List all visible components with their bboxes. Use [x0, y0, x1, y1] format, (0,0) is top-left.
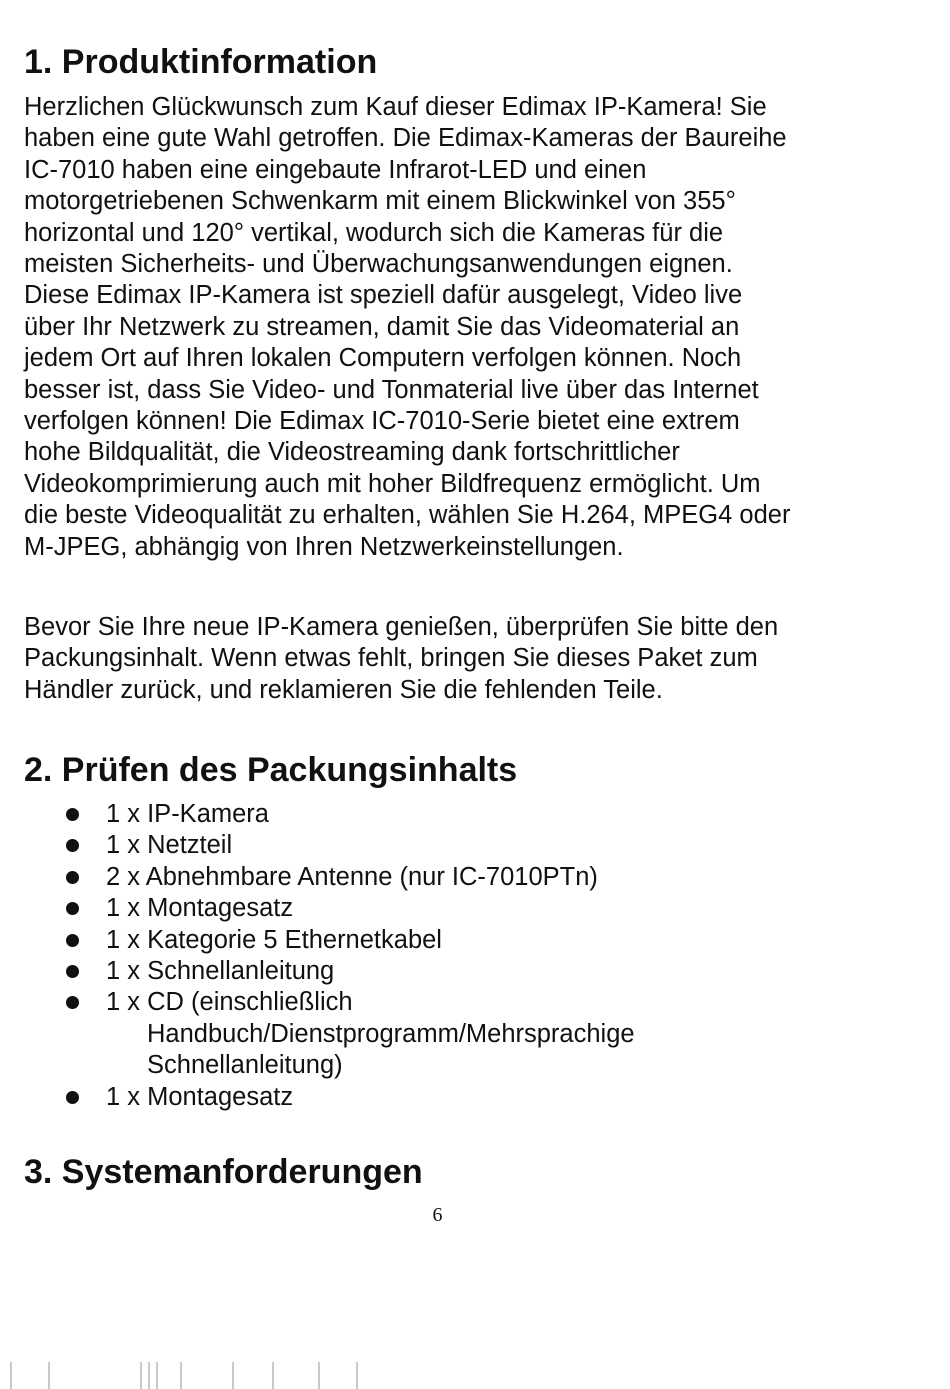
bullet-icon	[66, 902, 79, 915]
bullet-icon	[66, 808, 79, 821]
paragraph-line: Bevor Sie Ihre neue IP-Kamera genießen, überprüfen Sie bitte den	[24, 613, 779, 641]
paragraph-line: meisten Sicherheits- und Überwachungsanwendungen eignen.	[24, 250, 733, 279]
bullet-icon	[66, 996, 79, 1009]
section-3-heading: 3. Systemanforderungen	[24, 1153, 423, 1191]
paragraph-line: horizontal und 120° vertikal, wodurch sich die Kameras für die	[24, 218, 724, 247]
bullet-icon	[66, 965, 79, 978]
list-item-text: 1 x Montagesatz	[106, 894, 294, 923]
list-item	[0, 956, 950, 987]
paragraph-line: Händler zurück, und reklamieren Sie die fehlenden Teile.	[24, 675, 663, 704]
paragraph-line: über Ihr Netzwerk zu streamen, damit Sie das Videomaterial an	[24, 312, 740, 341]
scan-mark	[48, 1362, 50, 1389]
paragraph-line: hohe Bildqualität, die Videostreaming dank fortschrittlicher	[24, 438, 680, 467]
paragraph-line: Videokomprimierung auch mit hoher Bildfrequenz ermöglicht. Um	[24, 469, 761, 498]
list-item-text: 1 x CD (einschließlich	[106, 988, 353, 1017]
list-item-text: 1 x Kategorie 5 Ethernetkabel	[106, 925, 442, 954]
section-1-heading: 1. Produktinformation	[24, 43, 378, 81]
list-item-text: 1 x Montagesatz	[106, 1082, 294, 1111]
scan-mark	[156, 1362, 158, 1389]
paragraph-line: Herzlichen Glückwunsch zum Kauf dieser Edimax IP-Kamera! Sie	[24, 93, 767, 121]
list-item	[0, 830, 950, 861]
scan-mark	[318, 1362, 320, 1389]
scan-mark	[232, 1362, 234, 1389]
list-item-text: 1 x IP-Kamera	[106, 800, 269, 828]
paragraph-line: haben eine gute Wahl getroffen. Die Edimax-Kameras der Baureihe	[24, 124, 787, 153]
scan-mark	[10, 1362, 12, 1389]
scan-mark	[140, 1362, 142, 1389]
paragraph-line: verfolgen können! Die Edimax IC-7010-Serie bietet eine extrem	[24, 407, 740, 436]
scan-artifact-marks	[0, 1362, 950, 1389]
bullet-icon	[66, 934, 79, 947]
scan-mark	[272, 1362, 274, 1389]
scan-mark	[148, 1362, 150, 1389]
paragraph-line: besser ist, dass Sie Video- und Tonmaterial live über das Internet	[24, 375, 759, 404]
paragraph-line: motorgetriebenen Schwenkarm mit einem Blickwinkel von 355°	[24, 187, 736, 216]
paragraph-line: jedem Ort auf Ihren lokalen Computern verfolgen können. Noch	[24, 344, 742, 373]
scan-mark	[180, 1362, 182, 1389]
intro-paragraph	[24, 92, 924, 563]
list-item	[0, 987, 950, 1081]
list-item	[0, 925, 950, 956]
page-number: 6	[432, 1204, 443, 1226]
list-item-continuation: Handbuch/Dienstprogramm/Mehrsprachige	[147, 1019, 635, 1048]
bullet-icon	[66, 1091, 79, 1104]
list-item-continuation: Schnellanleitung)	[147, 1051, 343, 1080]
bullet-icon	[66, 839, 79, 852]
paragraph-line: M-JPEG, abhängig von Ihren Netzwerkeinstellungen.	[24, 532, 624, 561]
section-2-heading: 2. Prüfen des Packungsinhalts	[24, 751, 518, 789]
list-item-text: 1 x Netzteil	[106, 831, 233, 860]
package-contents-list	[0, 799, 950, 1113]
list-item	[0, 893, 950, 924]
list-item-text: 2 x Abnehmbare Antenne (nur IC-7010PTn)	[106, 862, 598, 891]
list-item	[0, 862, 950, 893]
list-item	[0, 799, 950, 830]
list-item-text: 1 x Schnellanleitung	[106, 956, 335, 985]
scan-mark	[356, 1362, 358, 1389]
list-item	[0, 1082, 950, 1113]
bullet-icon	[66, 871, 79, 884]
paragraph-line: die beste Videoqualität zu erhalten, wählen Sie H.264, MPEG4 oder	[24, 501, 791, 530]
package-check-paragraph	[24, 612, 924, 706]
paragraph-line: Diese Edimax IP-Kamera ist speziell dafür ausgelegt, Video live	[24, 281, 743, 310]
paragraph-line: IC-7010 haben eine eingebaute Infrarot-LED und einen	[24, 155, 647, 184]
paragraph-line: Packungsinhalt. Wenn etwas fehlt, bringen Sie dieses Paket zum	[24, 644, 758, 673]
